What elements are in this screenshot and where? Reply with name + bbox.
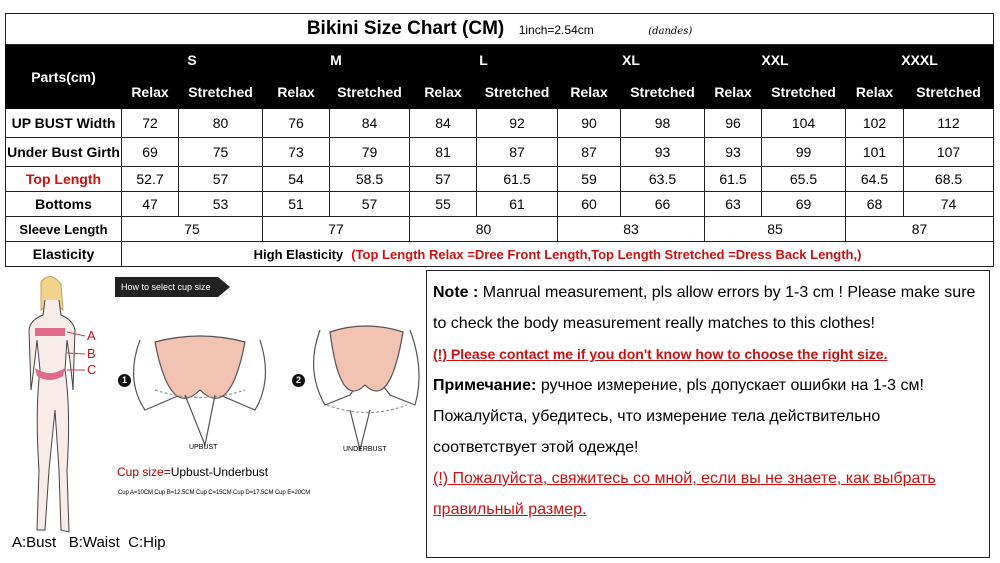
table-cell: 57 (179, 167, 263, 192)
sleeve-cell: 85 (705, 217, 846, 242)
table-cell: 93 (705, 138, 762, 167)
table-cell: 57 (330, 192, 410, 217)
elasticity-cell (122, 242, 994, 267)
measurement-illustration (5, 270, 425, 563)
row-label-elasticity: Elasticity (6, 242, 122, 267)
table-cell: 74 (904, 192, 994, 217)
table-cell: 92 (477, 109, 558, 138)
table-cell: 87 (558, 138, 621, 167)
label-b: B (87, 346, 96, 361)
table-cell: 57 (410, 167, 477, 192)
sleeve-cell: 77 (263, 217, 410, 242)
table-cell: 76 (263, 109, 330, 138)
unit-note: 1inch=2.54cm (518, 23, 594, 37)
measurement-figure (5, 270, 425, 563)
table-cell: 58.5 (330, 167, 410, 192)
step-2-icon: 2 (292, 374, 305, 387)
cup-size-formula: Cup size=Upbust-Underbust (117, 465, 269, 479)
elasticity-note: (Top Length Relax =Dree Front Length,Top Length Stretched =Dress Back Length,) (351, 247, 862, 262)
bust-illustration-upbust (134, 336, 266, 445)
sub-header-relax: Relax (558, 76, 621, 109)
table-cell: 102 (846, 109, 904, 138)
table-cell: 51 (263, 192, 330, 217)
label-c: C (87, 362, 97, 377)
brand-mark: (dandes) (648, 26, 693, 37)
size-header-xxl: XXL (705, 45, 846, 76)
bust-illustration-underbust (314, 326, 419, 450)
corner-label: Parts(cm) (6, 45, 122, 109)
table-cell: 64.5 (846, 167, 904, 192)
table-cell: 90 (558, 109, 621, 138)
row-label: Top Length (6, 167, 122, 192)
sleeve-cell: 75 (122, 217, 263, 242)
table-row (6, 138, 994, 167)
step-1-icon: 1 (118, 374, 131, 387)
table-cell: 84 (330, 109, 410, 138)
table-cell: 52.7 (122, 167, 179, 192)
table-cell: 53 (179, 192, 263, 217)
sub-header-stretched: Stretched (621, 76, 705, 109)
size-header-s: S (122, 45, 263, 76)
table-cell: 68.5 (904, 167, 994, 192)
sub-header-relax: Relax (410, 76, 477, 109)
table-cell: 47 (122, 192, 179, 217)
note-box (426, 270, 990, 558)
table-cell: 81 (410, 138, 477, 167)
note-ru-contact: (!) Пожалуйста, свяжитесь со мной, если вы не знаете, как выбрать правильный размер. (433, 470, 936, 518)
row-label: Under Bust Girth (6, 138, 122, 167)
row-label-sleeve: Sleeve Length (6, 217, 122, 242)
sub-header-relax: Relax (846, 76, 904, 109)
table-cell: 69 (762, 192, 846, 217)
table-cell: 107 (904, 138, 994, 167)
sleeve-cell: 83 (558, 217, 705, 242)
table-cell: 98 (621, 109, 705, 138)
row-label: Bottoms (6, 192, 122, 217)
row-label: UP BUST Width (6, 109, 122, 138)
sub-header-relax: Relax (705, 76, 762, 109)
sub-header-stretched: Stretched (179, 76, 263, 109)
sub-header-stretched: Stretched (762, 76, 846, 109)
table-cell: 104 (762, 109, 846, 138)
size-header-xl: XL (558, 45, 705, 76)
table-cell: 99 (762, 138, 846, 167)
label-a: A (87, 328, 96, 343)
table-cell: 84 (410, 109, 477, 138)
size-header-xxxl: XXXL (846, 45, 994, 76)
table-cell: 63 (705, 192, 762, 217)
body-figure (29, 276, 75, 532)
table-cell: 68 (846, 192, 904, 217)
sub-header-stretched: Stretched (904, 76, 994, 109)
body-legend: A:Bust B:Waist C:Hip (12, 534, 166, 551)
table-cell: 96 (705, 109, 762, 138)
table-cell: 66 (621, 192, 705, 217)
chart-title-cell (6, 14, 994, 45)
chart-title: Bikini Size Chart (CM) (306, 18, 505, 39)
table-row-sleeve (6, 217, 994, 242)
table-cell: 69 (122, 138, 179, 167)
table-cell: 61 (477, 192, 558, 217)
upbust-label: UPBUST (189, 444, 218, 451)
table-cell: 73 (263, 138, 330, 167)
table-cell: 59 (558, 167, 621, 192)
underbust-label: UNDERBUST (343, 446, 387, 453)
table-row (6, 109, 994, 138)
table-row (6, 192, 994, 217)
note-en-contact: (!) Please contact me if you don't know how to choose the right size. (433, 346, 888, 362)
size-chart-table (5, 13, 994, 267)
table-cell: 80 (179, 109, 263, 138)
sub-header-stretched: Stretched (330, 76, 410, 109)
table-cell: 79 (330, 138, 410, 167)
sleeve-cell: 80 (410, 217, 558, 242)
table-cell: 101 (846, 138, 904, 167)
size-header-l: L (410, 45, 558, 76)
table-cell: 87 (477, 138, 558, 167)
table-cell: 54 (263, 167, 330, 192)
table-row (6, 167, 994, 192)
figure-title: How to select cup size (115, 277, 218, 297)
table-cell: 72 (122, 109, 179, 138)
table-cell: 75 (179, 138, 263, 167)
sub-header-relax: Relax (122, 76, 179, 109)
table-cell: 63.5 (621, 167, 705, 192)
elasticity-value: High Elasticity (253, 247, 344, 262)
sub-header-relax: Relax (263, 76, 330, 109)
table-cell: 112 (904, 109, 994, 138)
table-cell: 55 (410, 192, 477, 217)
sleeve-cell: 87 (846, 217, 994, 242)
cup-values: Cup A=10CM Cup B=12.5CM Cup C=15CM Cup D=17.5CM Cup E=20CM (118, 490, 311, 496)
sub-header-stretched: Stretched (477, 76, 558, 109)
note-ru: Примечание: ручное измерение, pls допускает ошибки на 1-3 см! Пожалуйста, убедитесь, что измерение тела действительно соответствует этой одежде! (433, 377, 924, 456)
size-header-m: M (263, 45, 410, 76)
table-cell: 60 (558, 192, 621, 217)
table-cell: 93 (621, 138, 705, 167)
note-en: Note : Manrual measurement, pls allow errors by 1-3 cm ! Please make sure to check the body measurement really matches to this clothes! (433, 284, 976, 332)
table-cell: 65.5 (762, 167, 846, 192)
table-cell: 61.5 (477, 167, 558, 192)
table-cell: 61.5 (705, 167, 762, 192)
